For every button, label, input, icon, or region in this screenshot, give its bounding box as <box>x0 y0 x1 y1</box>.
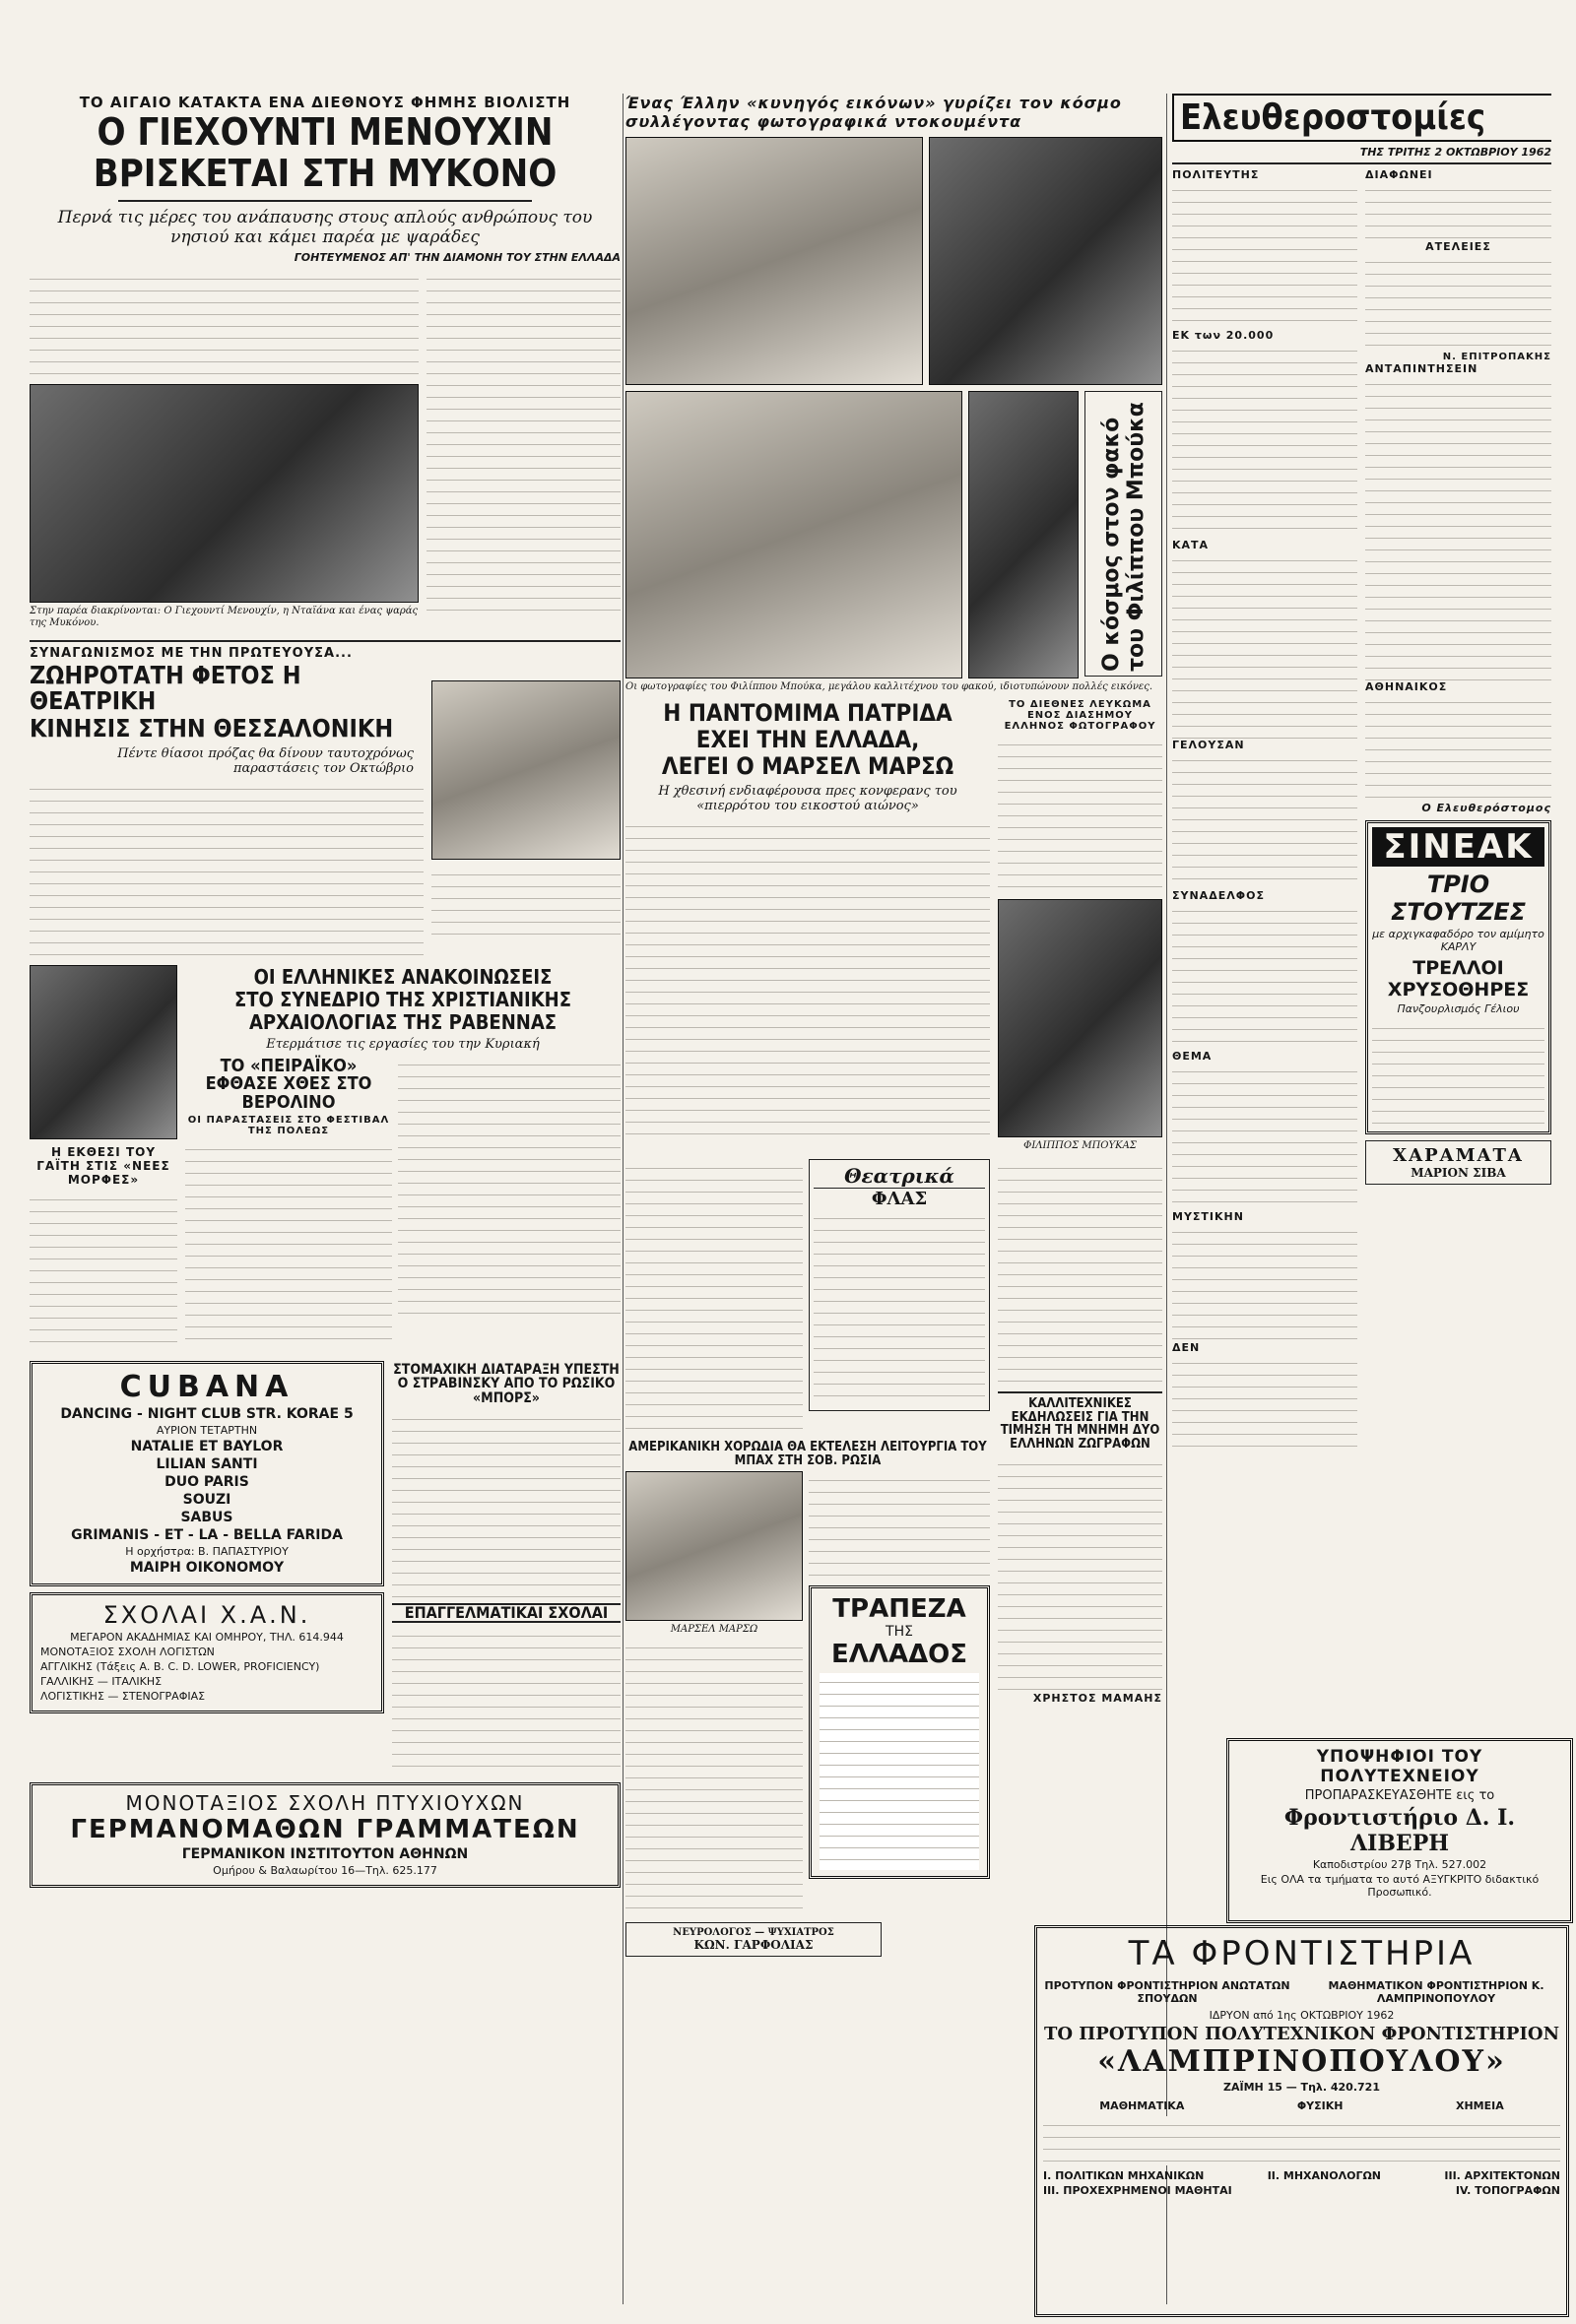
cubana-star2: LILIAN SANTI <box>156 1455 258 1472</box>
poly-address: Καποδιστρίου 27β Τηλ. 527.002 <box>1312 1858 1487 1871</box>
photographer-kicker: Ένας Έλλην «κυνηγός εικόνων» γυρίζει τον κόσμο συλλέγοντας φωτογραφικά ντοκουμέντα <box>625 94 1122 131</box>
front-left-sub: ΠΡΟΤΥΠΟΝ ΦΡΟΝΤΙΣΤΗΡΙΟΝ ΑΝΩΤΑΤΩΝ ΣΠΟΥΔΩΝ <box>1044 1979 1290 2005</box>
para11-head: ΜΥΣΤΙΚΗΝ <box>1172 1210 1244 1223</box>
menuhin-photo-caption: Στην παρέα διακρίνονται: Ο Γιεχουντί Μενουχίν, η Νταϊάνα και ένας ψαράς της Μυκόνου. <box>30 605 419 628</box>
cinema-ad-text <box>1372 1019 1544 1128</box>
peiraiko-subhead: ΟΙ ΠΑΡΑΣΤΑΣΕΙΣ ΣΤΟ ΦΕΣΤΙΒΑΛ ΤΗΣ ΠΟΛΕΩΣ <box>187 1115 390 1137</box>
para6-text <box>1172 551 1357 739</box>
front-item4: ΙV. ΤΟΠΟΓΡΑΦΩΝ <box>1455 2184 1560 2197</box>
ravenna-article-text <box>398 1056 621 1322</box>
menuhin-photo <box>30 384 419 603</box>
menuhin-dateline: ΓΟΗΤΕΥΜΕΝΟΣ ΑΠ' ΤΗΝ ΔΙΑΜΟΝΗ ΤΟΥ ΣΤΗΝ ΕΛΛΑΔΑ <box>294 250 621 264</box>
photographer-photo-2 <box>929 137 1162 385</box>
german-line3: ΓΕΡΜΑΝΙΚΟΝ ΙΝΣΤΙΤΟΥΤΟΝ ΑΘΗΝΩΝ <box>181 1846 469 1863</box>
xan-item2: ΑΓΓΛΙΚΗΣ (Τάξεις A. B. C. D. LOWER, PROFICIENCY) <box>40 1659 320 1673</box>
vertical-caption: Ο κόσμος στον φακό του Φιλίππου Μπούκα <box>1098 402 1149 672</box>
front-ad-text <box>1043 2116 1560 2165</box>
pantomime-headline-2: ΕΧΕΙ ΤΗΝ ΕΛΛΑΔΑ, <box>695 726 920 754</box>
ravenna-headline-2: ΣΤΟ ΣΥΝΕΔΡΙΟ ΤΗΣ ΧΡΙΣΤΙΑΝΙΚΗΣ <box>233 987 572 1011</box>
marceau-article-text <box>625 1639 803 1914</box>
epag-headline: ΕΠΑΓΓΕΛΜΑΤΙΚΑΙ ΣΧΟΛΑΙ <box>392 1603 621 1624</box>
pantomime-article-text <box>625 817 990 1142</box>
theatrika-title: Θεατρικά <box>814 1164 985 1189</box>
cinema-text2: Πανζουρλισμός Γέλιου <box>1397 1002 1520 1015</box>
para2-text <box>1365 181 1551 240</box>
cubana-line1: DANCING - NIGHT CLUB STR. KORAE 5 <box>60 1405 354 1422</box>
photographer-photo-3 <box>625 391 962 678</box>
front-right-sub: ΜΑΘΗΜΑΤΙΚΟΝ ΦΡΟΝΤΙΣΤΗΡΙΟΝ Κ. ΛΑΜΠΡΙΝΟΠΟΥΛΟΥ <box>1328 1979 1544 2005</box>
para5-head: ΕΚ των 20.000 <box>1172 329 1275 342</box>
poly-name: Φροντιστήριο Δ. Ι. ΛΙΒΕΡΗ <box>1283 1805 1516 1856</box>
choir-article-text <box>809 1471 990 1580</box>
para7-head: ΓΕΛΟΥΣΑΝ <box>1172 739 1245 751</box>
bank-line3: ΕΛΛΑΔΟΣ <box>830 1640 968 1670</box>
theatre-subhead: Πέντε θίασοι πρόζας θα δίνουν ταυτοχρόνως παραστάσεις τον Οκτώβριο <box>117 745 414 776</box>
pantomime-headline-3: ΛΕΓΕΙ Ο ΜΑΡΣΕΛ ΜΑΡΣΩ <box>661 752 954 781</box>
boukas-portrait-photo <box>998 899 1162 1137</box>
front-title: ΤΑ ΦΡΟΝΤΙΣΤΗΡΙΑ <box>1128 1934 1476 1973</box>
album-article-text <box>998 736 1162 893</box>
menuhin-headline-1: Ο ΓΙΕΧΟΥΝΤΙ ΜΕΝΟΥΧΙΝ <box>97 110 554 154</box>
painters-headline: ΚΑΛΛΙΤΕΧΝΙΚΕΣ ΕΚΔΗΛΩΣΕΙΣ ΓΙΑ ΤΗΝ ΤΙΜΗΣΗ ΤΗ ΜΝΗΜΗ ΔΥΟ ΕΛΛΗΝΩΝ ΖΩΓΡΑΦΩΝ <box>998 1391 1162 1452</box>
german-line2: ΓΕΡΜΑΝΟΜΑΘΩΝ ΓΡΑΜΜΑΤΕΩΝ <box>70 1815 580 1845</box>
photographer-photo-1 <box>625 137 923 385</box>
front-col-chem: ΧΗΜΕΙΑ <box>1455 2099 1504 2112</box>
xan-item1: ΜΟΝΟΤΑΞΙΟΣ ΣΧΟΛΗ ΛΟΓΙΣΤΩΝ <box>40 1645 215 1658</box>
pantomime-continued-text <box>625 1159 803 1435</box>
cinema-name: ΣΙΝΕΑΚ <box>1372 827 1544 867</box>
cinema-ad <box>1365 820 1551 1134</box>
album-continued-text <box>998 1159 1162 1386</box>
para4-text <box>1365 375 1551 680</box>
photographer-photo-caption: Οι φωτογραφίες του Φιλίππου Μπούκα, μεγάλου καλλιτέχνου του φακού, ιδιοτυπώνουν πολλές εικόνες. <box>625 681 1153 692</box>
ravenna-headline-3: ΑΡΧΑΙΟΛΟΓΙΑΣ ΤΗΣ ΡΑΒΕΝΝΑΣ <box>248 1009 558 1034</box>
pantomime-subhead: Η χθεσινή ενδιαφέρουσα πρες κονφερανς του «πιερρότου του εικοστού αιώνος» <box>658 783 957 813</box>
choir-headline: ΑΜΕΡΙΚΑΝΙΚΗ ΧΟΡΩΔΙΑ ΘΑ ΕΚΤΕΛΕΣΗ ΛΕΙΤΟΥΡΓΙΑ ΤΟΥ ΜΠΑΧ ΣΤΗ ΣΟΒ. ΡΩΣΙΑ <box>628 1440 987 1468</box>
cubana-line2: ΑΥΡΙΟΝ ΤΕΤΑΡΤΗΝ <box>156 1423 258 1437</box>
front-col-physics: ΦΥΣΙΚΗ <box>1296 2099 1344 2112</box>
stravinsky-article-text <box>392 1410 621 1597</box>
column-signature: Ο Ελευθερόστομος <box>1421 802 1551 814</box>
sign-epitropakis: Ν. ΕΠΙΤΡΟΠΑΚΗΣ <box>1442 352 1551 362</box>
menuhin-article-column <box>427 270 621 614</box>
menuhin-headline-2: ΒΡΙΣΚΕΤΑΙ ΣΤΗ ΜΥΚΟΝΟ <box>93 151 558 195</box>
column-date: ΤΗΣ ΤΡΙΤΗΣ 2 ΟΚΤΩΒΡΙΟΥ 1962 <box>1359 146 1551 159</box>
column-rule-1 <box>623 94 624 2304</box>
column-title: Ελευθεροστομίες <box>1180 97 1486 138</box>
front-founded: ΙΔΡΥΟΝ από 1ης ΟΚΤΩΒΡΙΟΥ 1962 <box>1209 2009 1395 2022</box>
front-item2: ΙΙ. ΜΗΧΑΝΟΛΟΓΩΝ <box>1267 2169 1382 2182</box>
flash-title: ΦΛΑΣ <box>871 1189 928 1209</box>
para10-text <box>1172 1063 1357 1210</box>
stravinsky-headline: ΣΤΟΜΑΧΙΚΗ ΔΙΑΤΑΡΑΞΗ ΥΠΕΣΤΗ Ο ΣΤΡΑΒΙΝΣΚΥ ΑΠΟ ΤΟ ΡΩΣΙΚΟ «ΜΠΟΡΣ» <box>393 1361 620 1406</box>
theatre-article-text <box>30 780 424 957</box>
polytechnic-ad <box>1226 1738 1573 1923</box>
front-item3: ΙΙΙ. ΑΡΧΙΤΕΚΤΟΝΩΝ <box>1444 2169 1560 2182</box>
doctor-line1: ΝΕΥΡΟΛΟΓΟΣ — ΨΥΧΙΑΤΡΟΣ <box>673 1927 834 1939</box>
marceau-caption: ΜΑΡΣΕΛ ΜΑΡΣΩ <box>670 1624 758 1636</box>
para8-text <box>1172 902 1357 1050</box>
left-column <box>30 94 621 2304</box>
album-headline: ΤΟ ΔΙΕΘΝΕΣ ΛΕΥΚΩΜΑ ΕΝΟΣ ΔΙΑΣΗΜΟΥ ΕΛΛΗΝΟΣ ΦΩΤΟΓΡΑΦΟΥ <box>1004 699 1156 732</box>
xarama-title: ΧΑΡΑΜΑΤΑ <box>1393 1145 1524 1166</box>
para3-text <box>1365 253 1551 352</box>
boukas-portrait-caption: ΦΙΛΙΠΠΟΣ ΜΠΟΥΚΑΣ <box>1023 1140 1137 1151</box>
cubana-name: CUBANA <box>119 1369 295 1404</box>
para10-head: ΘΕΜΑ <box>1172 1050 1213 1063</box>
cinema-film1: ΤΡΙΟ ΣΤΟΥΤΖΕΣ <box>1390 871 1527 926</box>
cubana-orchestra: Η ορχήστρα: Β. ΠΑΠΑΣΤΥΡΙΟΥ <box>125 1544 289 1558</box>
front-item5: ΙΙΙ. ΠΡΟΧΕΧΡΗΜΕΝΟΙ ΜΑΘΗΤΑΙ <box>1043 2184 1232 2197</box>
xan-title: ΣΧΟΛΑΙ Χ.Α.Ν. <box>102 1600 311 1629</box>
para1-text <box>1172 181 1357 329</box>
front-col-math: ΜΑΘΗΜΑΤΙΚΑ <box>1099 2099 1185 2112</box>
cubana-singer: ΜΑΙΡΗ ΟΙΚΟΝΟΜΟΥ <box>129 1559 285 1576</box>
front-big2: «ΛΑΜΠΡΙΝΟΠΟΥΛΟΥ» <box>1097 2044 1506 2079</box>
epag-article-text <box>392 1627 621 1775</box>
cubana-star1: NATALIE ET BAYLOR <box>130 1438 284 1454</box>
gaitis-article-text <box>30 1191 177 1353</box>
front-item1: Ι. ΠΟΛΙΤΙΚΩΝ ΜΗΧΑΝΙΚΩΝ <box>1043 2169 1205 2182</box>
german-line4: Ομήρου & Βαλαωρίτου 16—Τηλ. 625.177 <box>213 1864 437 1878</box>
divider <box>1172 162 1551 164</box>
painters-signature: ΧΡΗΣΤΟΣ ΜΑΜΑΗΣ <box>1032 1691 1162 1705</box>
cinema-film2: ΤΡΕΛΛΟΙ ΧΡΥΣΟΘΗΡΕΣ <box>1387 957 1530 1001</box>
xarama-author: ΜΑΡΙΟΝ ΣΙΒΑ <box>1411 1166 1506 1180</box>
para4-head: ΑΝΤΑΠΙΝΤΗΣΕΙΝ <box>1365 362 1478 375</box>
bank-line2: ΤΗΣ <box>886 1624 913 1641</box>
para2-head: ΔΙΑΦΩΝΕΙ <box>1365 168 1433 181</box>
bank-of-greece-ad <box>809 1585 990 1879</box>
peiraiko-article-text <box>185 1140 392 1347</box>
peiraiko-headline: ΤΟ «ΠΕΙΡΑΪΚΟ» ΕΦΘΑΣΕ ΧΘΕΣ ΣΤΟ ΒΕΡΟΛΙΝΟ <box>205 1055 372 1114</box>
front-big1: ΤΟ ΠΡΟΤΥΠΟΝ ΠΟΛΥΤΕΧΝΙΚΟΝ ΦΡΟΝΤΙΣΤΗΡΙΟΝ <box>1043 2024 1560 2044</box>
ravenna-headline-1: ΟΙ ΕΛΛΗΝΙΚΕΣ ΑΝΑΚΟΙΝΩΣΕΙΣ <box>253 964 553 989</box>
xan-item4: ΛΟΓΙΣΤΙΚΗΣ — ΣΤΕΝΟΓΡΑΦΙΑΣ <box>40 1689 206 1703</box>
para12-text <box>1172 1354 1357 1448</box>
para8-head: ΣΥΝΑΔΕΛΦΟΣ <box>1172 889 1265 902</box>
poly-head: ΥΠΟΨΗΦΙΟΙ ΤΟΥ ΠΟΛΥΤΕΧΝΕΙΟΥ <box>1316 1747 1483 1786</box>
gaitis-painting-photo <box>30 965 177 1139</box>
cinema-text: με αρχιγκαφαδόρο τον αμίμητο ΚΑΡΛΥ <box>1372 928 1544 953</box>
para7-text <box>1172 751 1357 889</box>
para9-text <box>1365 693 1551 802</box>
theatre-box <box>809 1159 990 1411</box>
marceau-photo <box>625 1471 803 1621</box>
photographer-photo-4 <box>968 391 1079 678</box>
menuhin-article-text <box>30 270 419 378</box>
menuhin-kicker: ΤΟ ΑΙΓΑΙΟ ΚΑΤΑΚΤΑ ΕΝΑ ΔΙΕΘΝΟΥΣ ΦΗΜΗΣ ΒΙΟΛΙΣΤΗ <box>79 94 571 111</box>
theatre-photo <box>431 680 621 860</box>
theatre-caption-text <box>431 866 621 935</box>
para3-head: ΑΤΕΛΕΙΕΣ <box>1425 240 1491 253</box>
cubana-star4: SOUZI <box>182 1491 231 1508</box>
para6-head: ΚΑΤΑ <box>1172 539 1210 551</box>
cubana-star6: GRIMANIS - ET - LA - BELLA FARIDA <box>71 1526 343 1543</box>
para5-text <box>1172 342 1357 539</box>
doctor-line2: ΚΩΝ. ΓΑΡΦΟΛΙΑΣ <box>693 1938 814 1953</box>
german-school-ad <box>30 1782 621 1888</box>
painters-article-text <box>998 1455 1162 1692</box>
theatre-headline-1: ΖΩΗΡΟΤΑΤΗ ΦΕΤΟΣ Η ΘΕΑΤΡΙΚΗ <box>30 660 301 716</box>
frontistiria-ad <box>1034 1925 1569 2317</box>
divider <box>118 200 532 202</box>
poly-line1: ΠΡΟΠΑΡΑΣΚΕΥΑΣΘΗΤΕ εις το <box>1304 1788 1495 1803</box>
theatre-box-text <box>814 1209 985 1406</box>
gaitis-headline: Η ΕΚΘΕΣΙ ΤΟΥ ΓΑΪΤΗ ΣΤΙΣ «ΝΕΕΣ ΜΟΡΦΕΣ» <box>36 1144 170 1187</box>
para1-head: ΠΟΛΙΤΕΥΤΗΣ <box>1172 168 1260 181</box>
theatre-headline-2: ΚΙΝΗΣΙΣ ΣΤΗΝ ΘΕΣΣΑΛΟΝΙΚΗ <box>30 714 394 743</box>
pantomime-headline-1: Η ΠΑΝΤΟΜΙΜΑ ΠΑΤΡΙΔΑ <box>663 699 952 727</box>
poly-note: Εις ΟΛΑ τα τμήματα το αυτό ΑΞΥΓΚΡΙΤΟ διδακτικό Προσωπικό. <box>1260 1873 1540 1899</box>
german-line1: ΜΟΝΟΤΑΞΙΟΣ ΣΧΟΛΗ ΠΤΥΧΙΟΥΧΩΝ <box>125 1791 525 1816</box>
bank-line1: ΤΡΑΠΕΖΑ <box>832 1594 966 1625</box>
cubana-star3: DUO PARIS <box>164 1473 249 1490</box>
para11-text <box>1172 1223 1357 1341</box>
para9-head: ΑΘΗΝΑΙΚΟΣ <box>1365 680 1448 693</box>
cubana-ad <box>30 1361 384 1586</box>
xarama-ad <box>1365 1140 1551 1185</box>
doctor-ad <box>625 1922 882 1957</box>
front-address: ΖΑΪΜΗ 15 — Τηλ. 420.721 <box>1223 2081 1380 2094</box>
ravenna-subhead: Ετερμάτισε τις εργασίες του την Κυριακή <box>266 1036 540 1052</box>
bank-ad-text <box>820 1673 979 1870</box>
vertical-caption-box <box>1084 391 1162 677</box>
cubana-star5: SABUS <box>180 1509 233 1525</box>
menuhin-subhead: Περνά τις μέρες του ανάπαυσης στους απλούς ανθρώπους του νησιού και κάμει παρέα με ψαράδες <box>57 207 593 247</box>
xan-address: ΜΕΓΑΡΟΝ ΑΚΑΔΗΜΙΑΣ ΚΑΙ ΟΜΗΡΟΥ, ΤΗΛ. 614.944 <box>70 1630 344 1644</box>
theatre-kicker: ΣΥΝΑΓΩΝΙΣΜΟΣ ΜΕ ΤΗΝ ΠΡΩΤΕΥΟΥΣΑ... <box>30 640 621 661</box>
para12-head: ΔΕΝ <box>1172 1341 1201 1354</box>
xan-item3: ΓΑΛΛΙΚΗΣ — ΙΤΑΛΙΚΗΣ <box>40 1674 163 1688</box>
xan-ad <box>30 1592 384 1713</box>
